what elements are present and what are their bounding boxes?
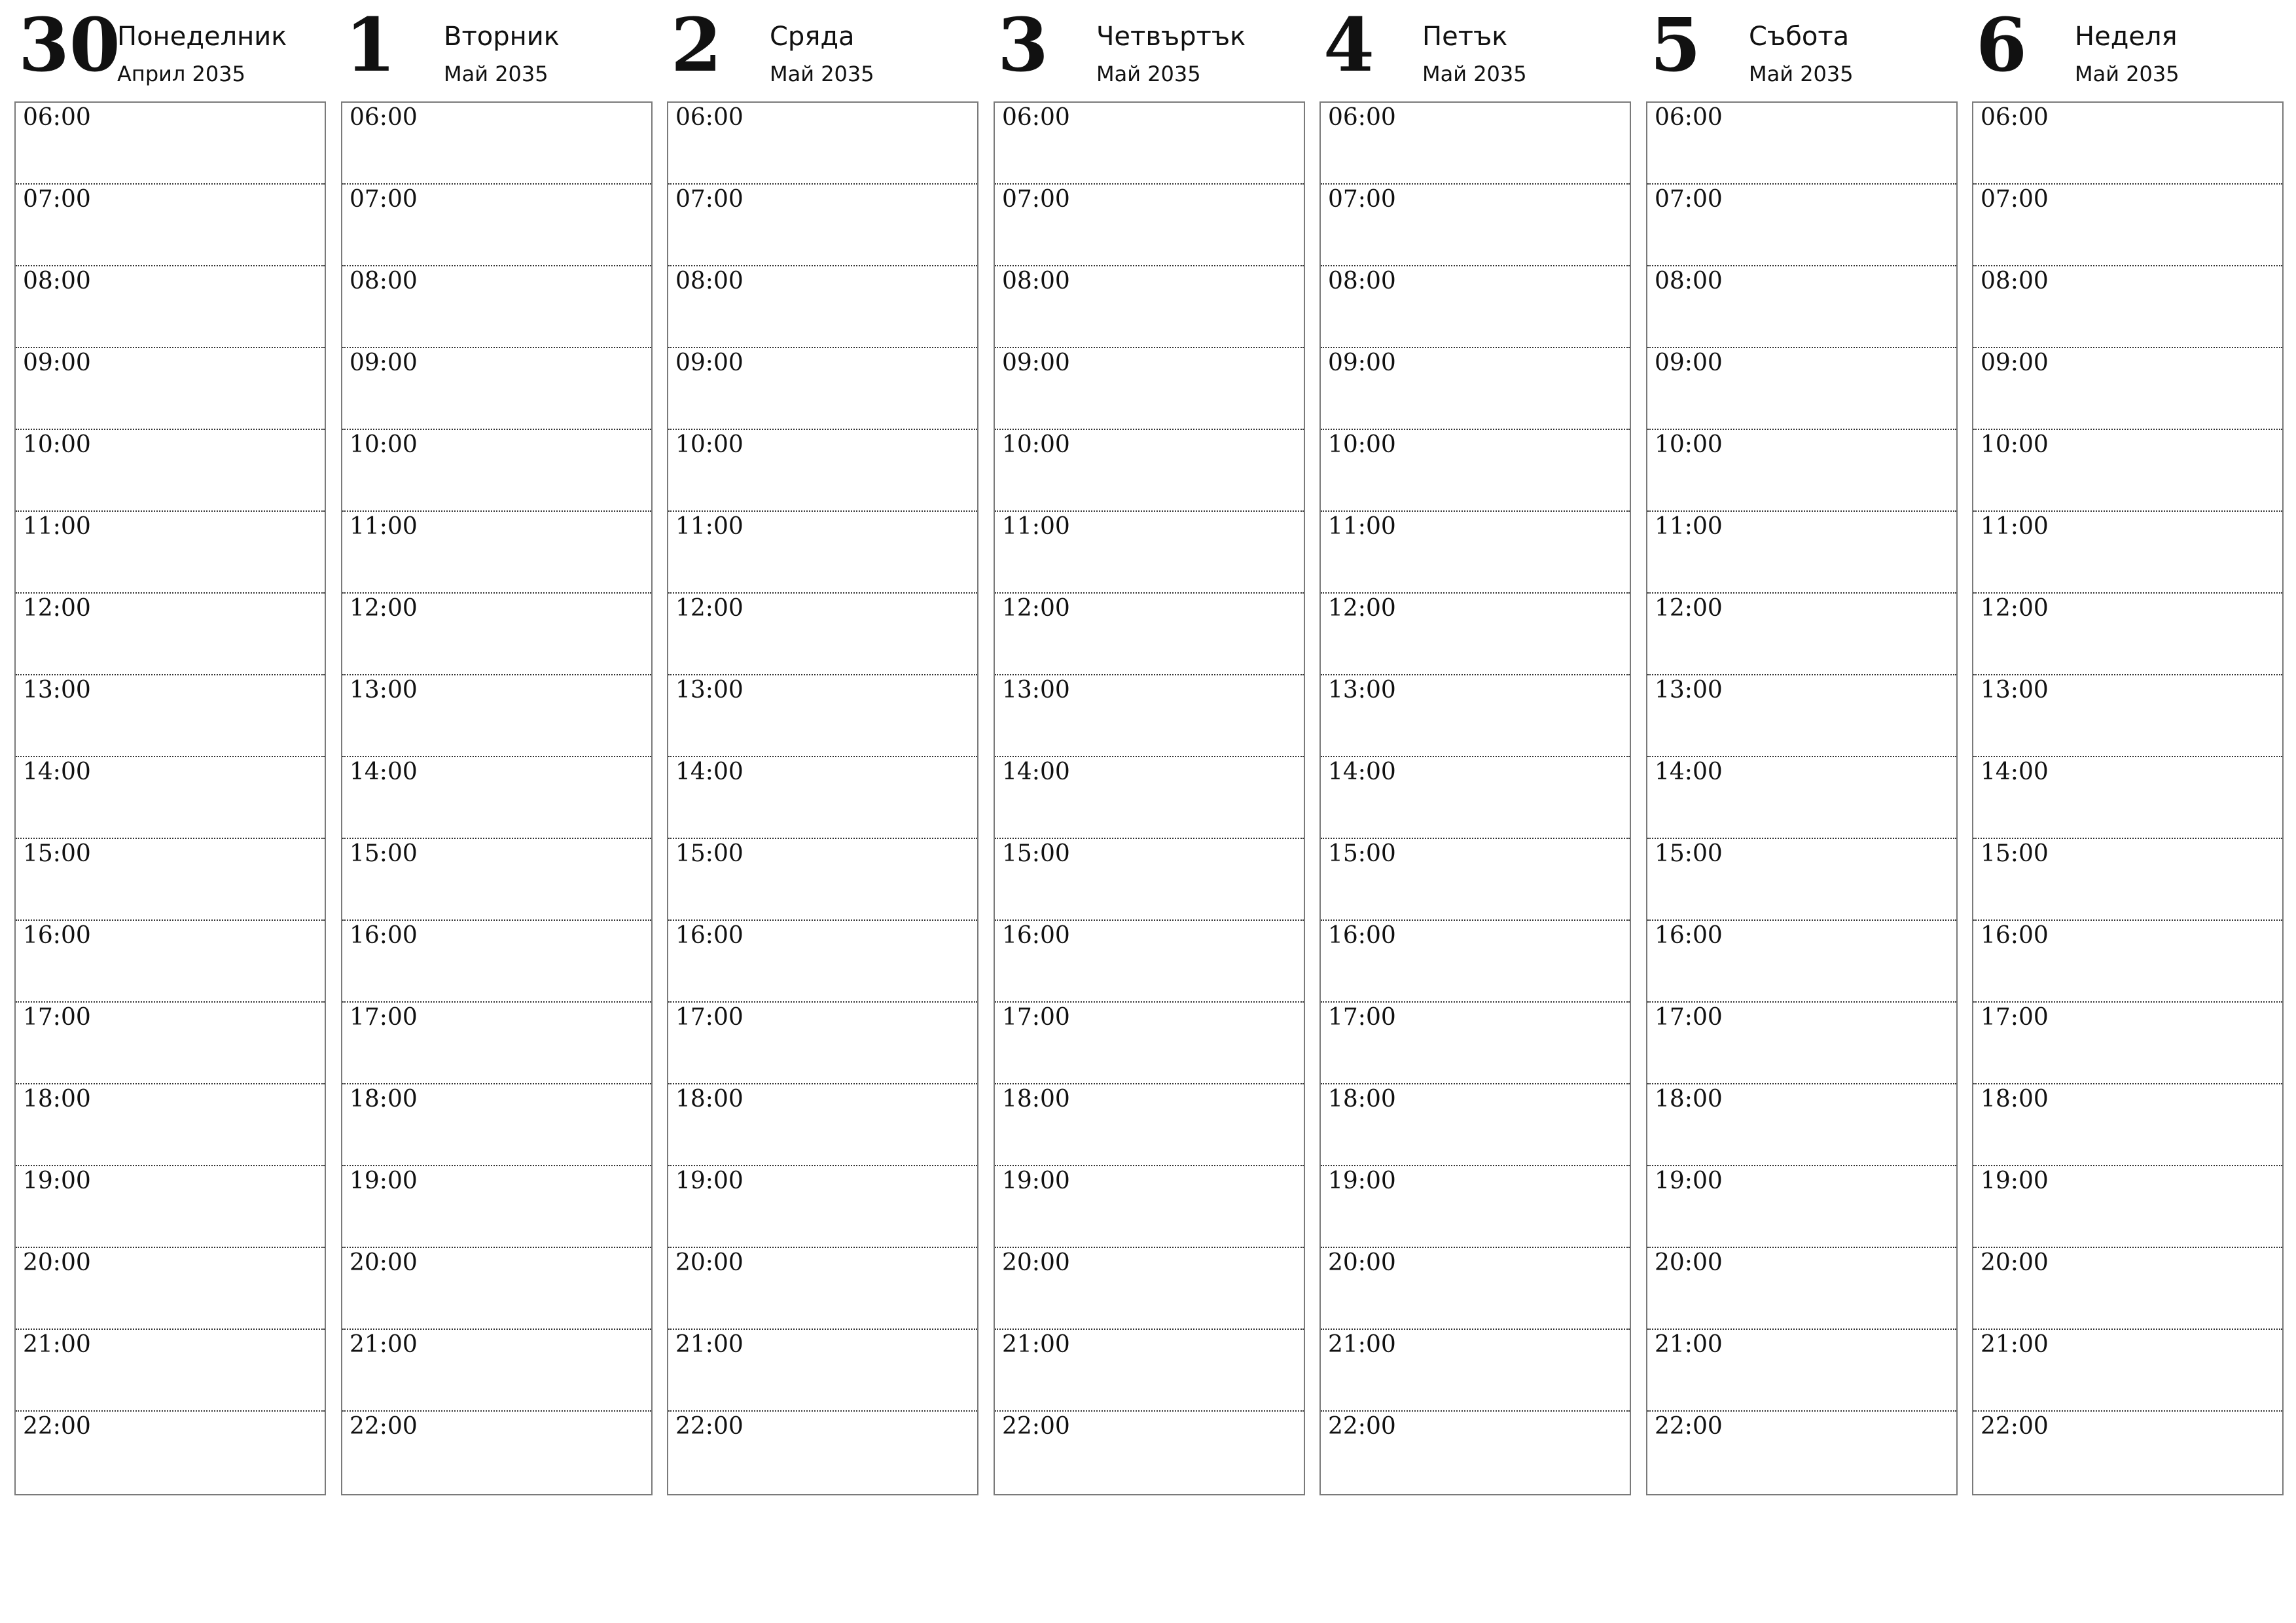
weekday-name: Понеделник — [117, 22, 287, 52]
time-slot[interactable] — [1647, 757, 1956, 839]
time-label: 19:00 — [23, 1168, 91, 1194]
time-slot[interactable] — [1647, 430, 1956, 512]
time-label: 09:00 — [1655, 349, 1723, 376]
time-slot[interactable] — [668, 1003, 977, 1084]
time-slot[interactable] — [1647, 1166, 1956, 1248]
time-label: 08:00 — [1002, 268, 1070, 294]
time-label: 10:00 — [1002, 431, 1070, 458]
time-label: 06:00 — [675, 104, 744, 131]
time-slot[interactable] — [1973, 1084, 2282, 1166]
time-label: 13:00 — [350, 677, 418, 704]
time-slot[interactable] — [995, 1248, 1304, 1330]
time-slot[interactable] — [668, 1166, 977, 1248]
month-year: Май 2035 — [1096, 62, 1201, 86]
time-label: 19:00 — [675, 1168, 744, 1194]
day-schedule-box — [994, 101, 1305, 1495]
time-label: 06:00 — [1981, 104, 2049, 131]
time-slot[interactable] — [1973, 348, 2282, 430]
time-slot[interactable] — [1647, 675, 1956, 757]
time-slot[interactable] — [668, 266, 977, 348]
time-label: 10:00 — [675, 431, 744, 458]
time-slot[interactable] — [16, 675, 325, 757]
time-slot[interactable] — [16, 348, 325, 430]
time-slot[interactable] — [1973, 921, 2282, 1003]
time-label: 08:00 — [675, 268, 744, 294]
time-slot[interactable] — [1647, 512, 1956, 594]
time-slot[interactable] — [995, 839, 1304, 921]
time-slot[interactable] — [1647, 839, 1956, 921]
day-column — [1972, 0, 2286, 1505]
time-slot[interactable] — [16, 512, 325, 594]
time-label: 15:00 — [23, 840, 91, 867]
time-label: 07:00 — [350, 186, 418, 213]
time-slot[interactable] — [995, 1412, 1304, 1493]
time-label: 13:00 — [1981, 677, 2049, 704]
time-slot[interactable] — [16, 103, 325, 185]
time-label: 12:00 — [675, 595, 744, 622]
time-label: 22:00 — [1981, 1413, 2049, 1440]
day-number: 5 — [1650, 3, 1701, 88]
time-slot[interactable] — [995, 921, 1304, 1003]
month-year: Май 2035 — [1749, 62, 1854, 86]
time-label: 10:00 — [1981, 431, 2049, 458]
time-slot[interactable] — [1647, 1330, 1956, 1412]
time-label: 19:00 — [1002, 1168, 1070, 1194]
time-slot[interactable] — [668, 1412, 977, 1493]
time-slot[interactable] — [342, 103, 651, 185]
time-slot[interactable] — [1321, 1084, 1630, 1166]
time-slot[interactable] — [1321, 103, 1630, 185]
time-label: 10:00 — [23, 431, 91, 458]
time-slot[interactable] — [1973, 594, 2282, 675]
time-label: 07:00 — [23, 186, 91, 213]
time-slot[interactable] — [995, 1166, 1304, 1248]
time-label: 17:00 — [675, 1004, 744, 1031]
day-schedule-box — [14, 101, 326, 1495]
time-slot[interactable] — [342, 839, 651, 921]
time-slot[interactable] — [1321, 1248, 1630, 1330]
time-slot[interactable] — [668, 1330, 977, 1412]
time-label: 14:00 — [350, 758, 418, 785]
time-label: 21:00 — [1655, 1331, 1723, 1358]
weekday-name: Неделя — [2075, 22, 2178, 52]
time-slot[interactable] — [16, 757, 325, 839]
time-slot[interactable] — [1973, 1003, 2282, 1084]
time-label: 07:00 — [1655, 186, 1723, 213]
time-label: 19:00 — [1981, 1168, 2049, 1194]
time-label: 15:00 — [1002, 840, 1070, 867]
time-label: 20:00 — [1981, 1249, 2049, 1276]
time-label: 09:00 — [675, 349, 744, 376]
time-label: 22:00 — [1328, 1413, 1396, 1440]
time-label: 13:00 — [1002, 677, 1070, 704]
time-label: 16:00 — [1328, 922, 1396, 949]
time-slot[interactable] — [995, 266, 1304, 348]
time-slot[interactable] — [1647, 185, 1956, 266]
time-label: 16:00 — [1981, 922, 2049, 949]
time-slot[interactable] — [1647, 266, 1956, 348]
time-label: 12:00 — [1328, 595, 1396, 622]
time-slot[interactable] — [1321, 430, 1630, 512]
time-slot[interactable] — [1321, 266, 1630, 348]
time-label: 15:00 — [1328, 840, 1396, 867]
time-slot[interactable] — [1321, 185, 1630, 266]
time-slot[interactable] — [1321, 594, 1630, 675]
time-label: 19:00 — [1328, 1168, 1396, 1194]
time-slot[interactable] — [1321, 1166, 1630, 1248]
time-label: 20:00 — [350, 1249, 418, 1276]
time-label: 06:00 — [23, 104, 91, 131]
time-label: 09:00 — [23, 349, 91, 376]
day-schedule-box — [1319, 101, 1631, 1495]
time-slot[interactable] — [342, 266, 651, 348]
time-slot[interactable] — [668, 757, 977, 839]
time-slot[interactable] — [668, 921, 977, 1003]
time-slot[interactable] — [16, 839, 325, 921]
time-slot[interactable] — [668, 103, 977, 185]
time-slot[interactable] — [1973, 1412, 2282, 1493]
time-slot[interactable] — [668, 348, 977, 430]
time-slot[interactable] — [1321, 1003, 1630, 1084]
time-slot[interactable] — [995, 185, 1304, 266]
time-slot[interactable] — [1647, 594, 1956, 675]
time-slot[interactable] — [1647, 103, 1956, 185]
time-label: 15:00 — [1655, 840, 1723, 867]
time-label: 22:00 — [675, 1413, 744, 1440]
time-label: 20:00 — [1655, 1249, 1723, 1276]
time-label: 12:00 — [1002, 595, 1070, 622]
time-slot[interactable] — [1321, 675, 1630, 757]
time-label: 08:00 — [1328, 268, 1396, 294]
day-number: 30 — [18, 3, 120, 88]
time-slot[interactable] — [342, 1166, 651, 1248]
time-slot[interactable] — [995, 594, 1304, 675]
time-slot[interactable] — [1973, 1248, 2282, 1330]
day-column — [667, 0, 981, 1505]
time-slot[interactable] — [1647, 348, 1956, 430]
time-slot[interactable] — [16, 1003, 325, 1084]
time-label: 11:00 — [1655, 513, 1723, 540]
time-slot[interactable] — [16, 1412, 325, 1493]
time-label: 21:00 — [350, 1331, 418, 1358]
time-label: 13:00 — [1328, 677, 1396, 704]
time-slot[interactable] — [1647, 1412, 1956, 1493]
time-label: 12:00 — [350, 595, 418, 622]
day-column — [1646, 0, 1960, 1505]
time-label: 17:00 — [1328, 1004, 1396, 1031]
time-slot[interactable] — [1973, 512, 2282, 594]
time-slot[interactable] — [668, 839, 977, 921]
time-label: 07:00 — [1981, 186, 2049, 213]
time-slot[interactable] — [668, 594, 977, 675]
time-slot[interactable] — [342, 1003, 651, 1084]
day-schedule-box — [341, 101, 653, 1495]
time-slot[interactable] — [342, 512, 651, 594]
time-label: 14:00 — [1655, 758, 1723, 785]
month-year: Май 2035 — [444, 62, 548, 86]
day-number: 6 — [1976, 3, 2027, 88]
time-slot[interactable] — [1973, 1330, 2282, 1412]
time-slot[interactable] — [1973, 185, 2282, 266]
time-label: 13:00 — [1655, 677, 1723, 704]
time-label: 11:00 — [1328, 513, 1396, 540]
time-slot[interactable] — [1647, 1248, 1956, 1330]
month-year: Април 2035 — [117, 62, 245, 86]
time-slot[interactable] — [342, 1330, 651, 1412]
day-number: 1 — [345, 3, 396, 88]
day-column — [14, 0, 329, 1505]
time-slot[interactable] — [342, 1084, 651, 1166]
time-label: 10:00 — [350, 431, 418, 458]
time-label: 18:00 — [1981, 1086, 2049, 1113]
time-slot[interactable] — [1321, 921, 1630, 1003]
time-slot[interactable] — [1647, 1084, 1956, 1166]
time-slot[interactable] — [668, 1084, 977, 1166]
time-slot[interactable] — [16, 1166, 325, 1248]
time-slot[interactable] — [995, 348, 1304, 430]
time-label: 11:00 — [675, 513, 744, 540]
time-label: 16:00 — [675, 922, 744, 949]
time-label: 14:00 — [675, 758, 744, 785]
time-label: 17:00 — [1655, 1004, 1723, 1031]
time-slot[interactable] — [16, 185, 325, 266]
time-label: 08:00 — [350, 268, 418, 294]
time-slot[interactable] — [1973, 1166, 2282, 1248]
time-label: 12:00 — [23, 595, 91, 622]
time-label: 21:00 — [675, 1331, 744, 1358]
time-label: 15:00 — [675, 840, 744, 867]
time-label: 21:00 — [1002, 1331, 1070, 1358]
time-label: 18:00 — [350, 1086, 418, 1113]
weekday-name: Събота — [1749, 22, 1850, 52]
time-slot[interactable] — [1973, 103, 2282, 185]
time-slot[interactable] — [342, 1248, 651, 1330]
time-label: 09:00 — [1981, 349, 2049, 376]
month-year: Май 2035 — [770, 62, 874, 86]
day-schedule-box — [1646, 101, 1958, 1495]
time-slot[interactable] — [342, 921, 651, 1003]
time-label: 18:00 — [1655, 1086, 1723, 1113]
time-label: 22:00 — [1002, 1413, 1070, 1440]
time-slot[interactable] — [342, 1412, 651, 1493]
time-slot[interactable] — [1321, 348, 1630, 430]
time-slot[interactable] — [16, 1084, 325, 1166]
time-label: 17:00 — [1002, 1004, 1070, 1031]
weekday-name: Сряда — [770, 22, 855, 52]
time-slot[interactable] — [668, 185, 977, 266]
time-label: 14:00 — [1981, 758, 2049, 785]
time-label: 09:00 — [1328, 349, 1396, 376]
time-label: 20:00 — [675, 1249, 744, 1276]
time-label: 11:00 — [350, 513, 418, 540]
time-label: 19:00 — [1655, 1168, 1723, 1194]
time-label: 12:00 — [1655, 595, 1723, 622]
time-label: 19:00 — [350, 1168, 418, 1194]
day-number: 3 — [997, 3, 1049, 88]
time-slot[interactable] — [1647, 921, 1956, 1003]
time-label: 07:00 — [1328, 186, 1396, 213]
time-label: 21:00 — [23, 1331, 91, 1358]
time-slot[interactable] — [995, 1003, 1304, 1084]
time-slot[interactable] — [16, 921, 325, 1003]
time-label: 21:00 — [1981, 1331, 2049, 1358]
time-slot[interactable] — [1973, 675, 2282, 757]
time-label: 17:00 — [23, 1004, 91, 1031]
time-label: 13:00 — [23, 677, 91, 704]
time-slot[interactable] — [16, 594, 325, 675]
time-label: 10:00 — [1328, 431, 1396, 458]
time-label: 07:00 — [1002, 186, 1070, 213]
time-slot[interactable] — [1647, 1003, 1956, 1084]
time-slot[interactable] — [995, 512, 1304, 594]
time-slot[interactable] — [668, 512, 977, 594]
day-schedule-box — [1972, 101, 2284, 1495]
time-slot[interactable] — [342, 594, 651, 675]
time-label: 06:00 — [1328, 104, 1396, 131]
time-label: 16:00 — [23, 922, 91, 949]
time-label: 14:00 — [1002, 758, 1070, 785]
time-label: 15:00 — [1981, 840, 2049, 867]
time-slot[interactable] — [1973, 430, 2282, 512]
time-slot[interactable] — [1973, 266, 2282, 348]
day-number: 2 — [671, 3, 722, 88]
time-slot[interactable] — [1973, 839, 2282, 921]
time-slot[interactable] — [342, 757, 651, 839]
time-label: 06:00 — [1002, 104, 1070, 131]
month-year: Май 2035 — [2075, 62, 2179, 86]
time-label: 22:00 — [23, 1413, 91, 1440]
time-label: 12:00 — [1981, 595, 2049, 622]
time-label: 17:00 — [350, 1004, 418, 1031]
time-slot[interactable] — [995, 430, 1304, 512]
time-slot[interactable] — [1321, 1412, 1630, 1493]
time-label: 08:00 — [23, 268, 91, 294]
time-label: 06:00 — [1655, 104, 1723, 131]
time-slot[interactable] — [995, 1330, 1304, 1412]
time-label: 07:00 — [675, 186, 744, 213]
time-label: 15:00 — [350, 840, 418, 867]
time-label: 18:00 — [675, 1086, 744, 1113]
month-year: Май 2035 — [1422, 62, 1527, 86]
time-slot[interactable] — [1321, 757, 1630, 839]
day-column — [341, 0, 655, 1505]
time-slot[interactable] — [668, 675, 977, 757]
time-slot[interactable] — [342, 675, 651, 757]
time-label: 09:00 — [350, 349, 418, 376]
time-label: 16:00 — [1002, 922, 1070, 949]
time-label: 16:00 — [1655, 922, 1723, 949]
time-label: 08:00 — [1655, 268, 1723, 294]
time-label: 08:00 — [1981, 268, 2049, 294]
time-slot[interactable] — [995, 757, 1304, 839]
time-label: 21:00 — [1328, 1331, 1396, 1358]
time-slot[interactable] — [995, 675, 1304, 757]
time-label: 20:00 — [1002, 1249, 1070, 1276]
time-slot[interactable] — [995, 1084, 1304, 1166]
time-slot[interactable] — [16, 430, 325, 512]
time-label: 20:00 — [23, 1249, 91, 1276]
time-slot[interactable] — [16, 1330, 325, 1412]
weekday-name: Петък — [1422, 22, 1508, 52]
time-slot[interactable] — [1321, 839, 1630, 921]
time-label: 11:00 — [1981, 513, 2049, 540]
time-label: 22:00 — [350, 1413, 418, 1440]
time-label: 18:00 — [1002, 1086, 1070, 1113]
time-slot[interactable] — [1973, 757, 2282, 839]
time-label: 13:00 — [675, 677, 744, 704]
time-label: 16:00 — [350, 922, 418, 949]
time-label: 17:00 — [1981, 1004, 2049, 1031]
time-label: 14:00 — [1328, 758, 1396, 785]
time-label: 10:00 — [1655, 431, 1723, 458]
time-label: 11:00 — [23, 513, 91, 540]
time-slot[interactable] — [1321, 1330, 1630, 1412]
time-slot[interactable] — [1321, 512, 1630, 594]
time-slot[interactable] — [16, 1248, 325, 1330]
time-label: 09:00 — [1002, 349, 1070, 376]
time-label: 22:00 — [1655, 1413, 1723, 1440]
time-label: 18:00 — [23, 1086, 91, 1113]
time-slot[interactable] — [668, 1248, 977, 1330]
time-slot[interactable] — [342, 430, 651, 512]
time-label: 20:00 — [1328, 1249, 1396, 1276]
day-number: 4 — [1323, 3, 1374, 88]
weekday-name: Вторник — [444, 22, 560, 52]
time-slot[interactable] — [342, 185, 651, 266]
day-column — [1319, 0, 1634, 1505]
time-slot[interactable] — [16, 266, 325, 348]
weekday-name: Четвъртък — [1096, 22, 1246, 52]
time-label: 18:00 — [1328, 1086, 1396, 1113]
time-slot[interactable] — [995, 103, 1304, 185]
time-label: 06:00 — [350, 104, 418, 131]
time-slot[interactable] — [342, 348, 651, 430]
day-schedule-box — [667, 101, 978, 1495]
time-label: 14:00 — [23, 758, 91, 785]
day-column — [994, 0, 1308, 1505]
time-label: 11:00 — [1002, 513, 1070, 540]
time-slot[interactable] — [668, 430, 977, 512]
